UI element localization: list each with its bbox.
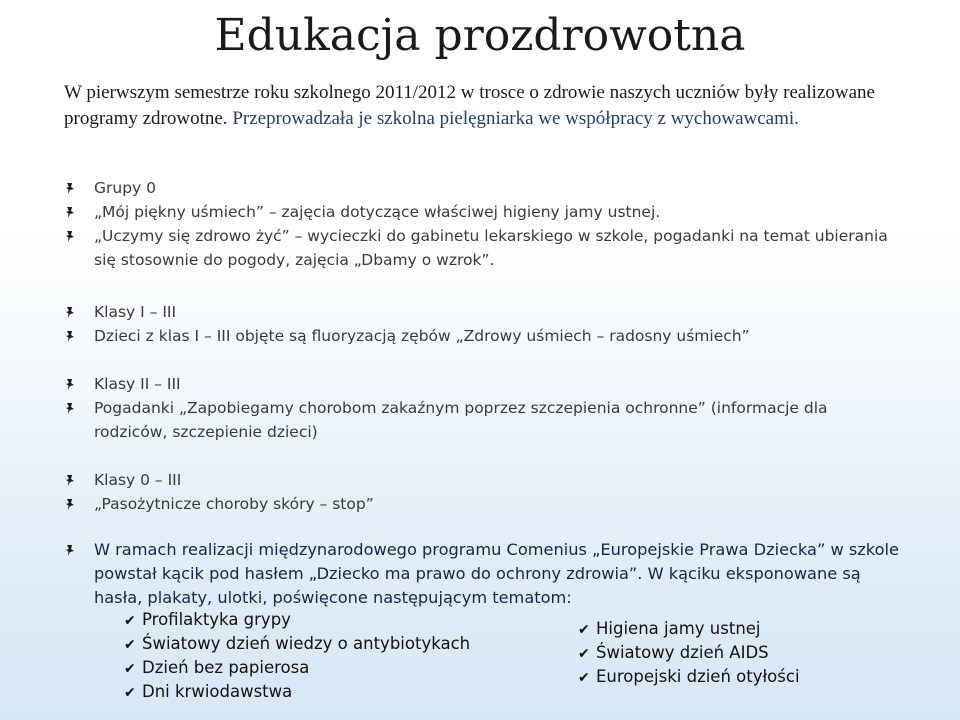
- bullet-item: Dzieci z klas I – III objęte są fluoryzacją zębów „Zdrowy uśmiech – radosny uśmiech”: [94, 327, 750, 345]
- checkmark-icon: ✔: [124, 637, 136, 653]
- pushpin-icon: [64, 377, 78, 391]
- pushpin-icon: [64, 497, 78, 511]
- checkmark-icon: ✔: [578, 670, 590, 686]
- pushpin-icon: [64, 401, 78, 415]
- pushpin-icon: [64, 205, 78, 219]
- slide-title: Edukacja prozdrowotna: [214, 10, 746, 61]
- checkmark-icon: ✔: [124, 613, 136, 629]
- checkmark-icon: ✔: [124, 661, 136, 677]
- checkmark-icon: ✔: [578, 646, 590, 662]
- topic-item: ✔ Europejski dzień otyłości: [578, 667, 800, 686]
- intro-text: W pierwszym semestrze roku szkolnego 2011/2012 w trosce o zdrowie naszych uczniów były realizowane programy zdrowotne.: [64, 82, 875, 129]
- bullet-item: Grupy 0: [94, 179, 157, 197]
- bullet-item: „Mój piękny uśmiech” – zajęcia dotyczące właściwej higieny jamy ustnej.: [94, 203, 661, 221]
- intro-accent-text: Przeprowadzała je szkolna pielęgniarka we współpracy z wychowawcami.: [227, 108, 799, 129]
- bullet-item: Klasy 0 – III: [94, 471, 182, 489]
- pushpin-icon: [64, 305, 78, 319]
- bullet-item: „Uczymy się zdrowo żyć” – wycieczki do gabinetu lekarskiego w szkole, pogadanki na temat ubierania się stosownie do pogody, zajęcia „Dbamy o wzrok”.: [94, 227, 888, 269]
- topic-item: ✔ Dni krwiodawstwa: [124, 682, 293, 701]
- topic-item: ✔ Światowy dzień wiedzy o antybiotykach: [124, 634, 471, 653]
- pushpin-icon: [64, 473, 78, 487]
- topic-item: ✔ Światowy dzień AIDS: [578, 643, 769, 662]
- checkmark-icon: ✔: [124, 685, 136, 701]
- pushpin-icon: [64, 329, 78, 343]
- topic-item: ✔ Higiena jamy ustnej: [578, 619, 761, 638]
- checkmark-icon: ✔: [578, 622, 590, 638]
- pushpin-icon: [64, 229, 78, 243]
- pushpin-icon: [64, 181, 78, 195]
- bullet-item: Klasy I – III: [94, 303, 177, 321]
- intro-paragraph: [64, 80, 904, 132]
- topic-item: ✔ Dzień bez papierosa: [124, 658, 310, 677]
- bullet-item: „Pasożytnicze choroby skóry – stop”: [94, 495, 374, 513]
- bullet-item: Klasy II – III: [94, 375, 181, 393]
- pushpin-icon: [64, 543, 78, 557]
- comenius-paragraph: W ramach realizacji międzynarodowego programu Comenius „Europejskie Prawa Dziecka” w szkole powstał kącik pod hasłem „Dziecko ma prawo do ochrony zdrowia”. W kąciku eksponowane są hasła, plakaty, ulotki, poświęcone następującym tematom:: [94, 540, 899, 607]
- bullet-item: Pogadanki „Zapobiegamy chorobom zakaźnym poprzez szczepienia ochronne” (informacje dla rodziców, szczepienie dzieci): [94, 399, 828, 441]
- topic-item: ✔ Profilaktyka grypy: [124, 610, 291, 629]
